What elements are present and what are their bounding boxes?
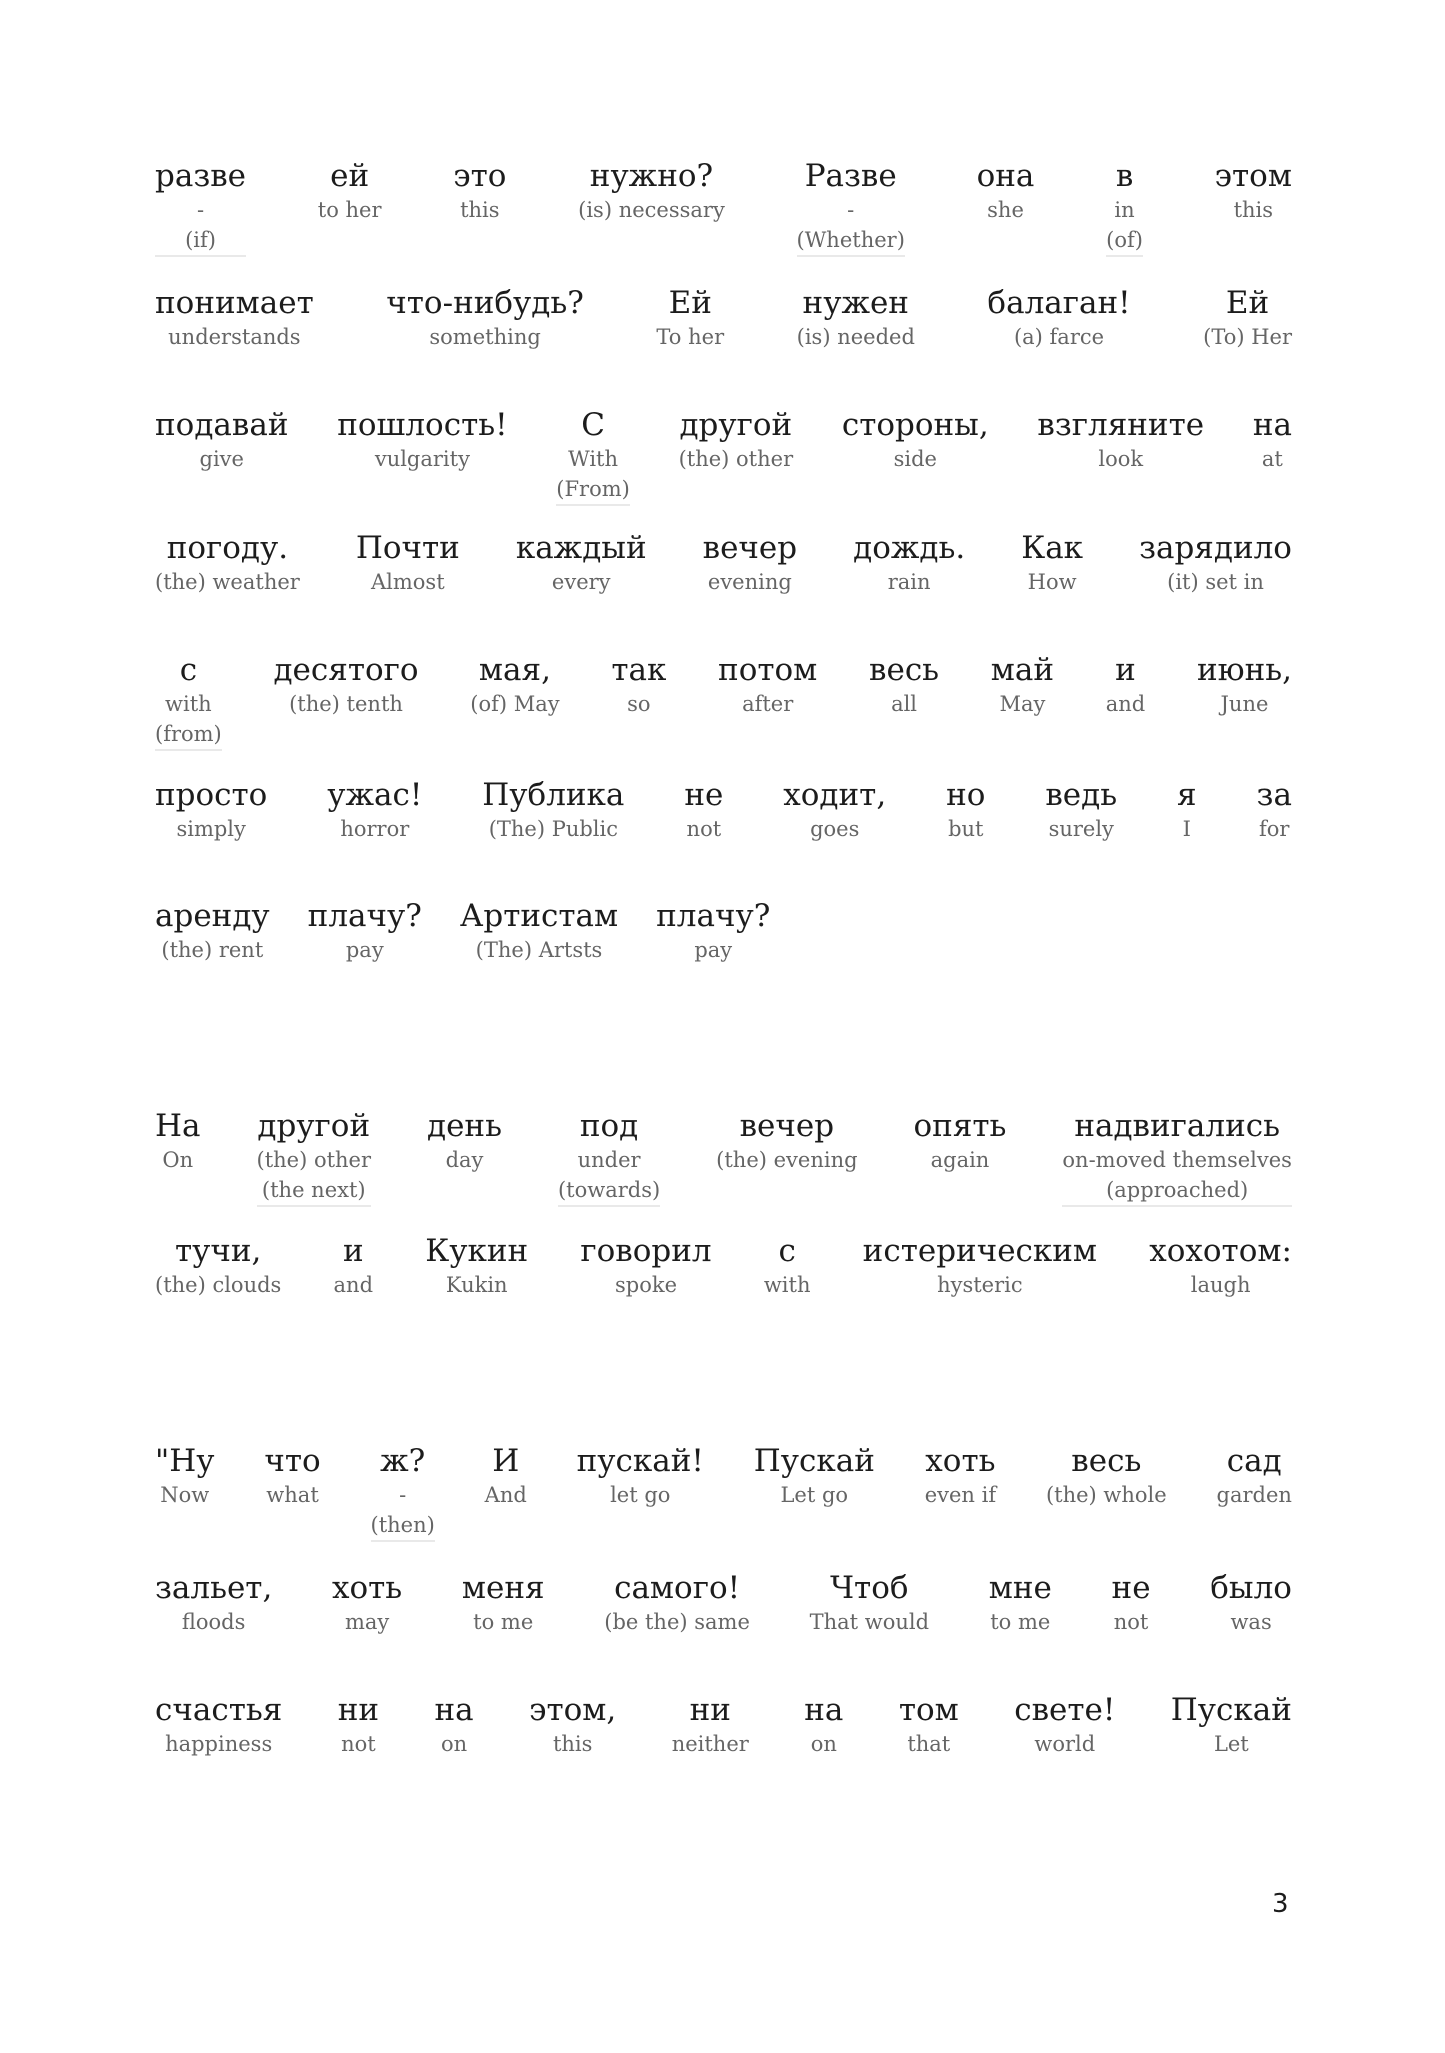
russian-word: стороны, [841,407,989,443]
gloss-line: (The) Artsts [475,938,603,962]
word-pair [1253,406,1292,474]
gloss-line: laugh [1190,1273,1251,1297]
word-pair [516,529,647,597]
russian-word: Ей [1225,285,1270,321]
gloss-line: (the) weather [155,570,300,594]
word-pair [1257,776,1292,844]
gloss-line: (it) set in [1167,570,1264,594]
gloss-line: (From) [556,474,630,506]
word-pair [899,1691,959,1759]
russian-word: истерическим [862,1233,1098,1269]
word-pair [914,1107,1007,1175]
russian-word: день [427,1108,502,1144]
gloss-line: floods [181,1610,246,1634]
gloss-line: vulgarity [374,447,470,471]
gloss-line: (the) other [678,447,794,471]
gloss-line: (a) farce [1013,325,1105,349]
word-pair [1203,284,1292,352]
gloss-line: (if) [155,225,246,257]
word-pair [332,1569,402,1637]
gloss-line: (then) [371,1510,435,1542]
gloss-line: (from) [155,719,222,751]
russian-word: май [990,652,1055,688]
gloss-line: Let [1213,1732,1249,1756]
russian-word: она [976,158,1035,194]
word-pair [946,776,985,844]
gloss-line: day [445,1148,484,1172]
russian-word: На [155,1108,201,1144]
gloss-line: again [930,1148,990,1172]
gloss-line: (the) clouds [155,1273,282,1297]
gloss-line: after [742,692,794,716]
gloss-line: every [551,570,611,594]
gloss-line: spoke [614,1273,677,1297]
interlinear-row [155,1442,1292,1542]
russian-word: ужас! [327,777,423,813]
interlinear-row [155,1691,1292,1759]
gloss-line: That would [809,1610,930,1634]
word-pair [155,1442,215,1510]
word-pair [853,529,965,597]
word-pair [155,897,270,965]
gloss-line: - [847,198,855,222]
word-pair [485,1442,527,1510]
russian-word: плачу? [656,898,771,934]
gloss-line: (the) other [256,1148,372,1172]
gloss-line: on [440,1732,468,1756]
russian-word: и [342,1233,364,1269]
gloss-line: may [344,1610,390,1634]
russian-word: Ей [668,285,712,321]
russian-word: Публика [482,777,625,813]
russian-word: ходит, [783,777,887,813]
gloss-line: (is) necessary [578,198,725,222]
word-pair [810,1569,929,1637]
gloss-line: let go [610,1483,671,1507]
word-pair [155,651,222,751]
russian-word: дождь. [853,530,966,566]
word-pair [1062,1107,1292,1207]
gloss-line: what [266,1483,319,1507]
word-pair [656,897,770,965]
gloss-line: pay [345,938,384,962]
interlinear-row [155,406,1292,506]
russian-word: этом, [529,1692,617,1728]
word-pair [869,651,939,719]
word-pair [460,897,618,965]
gloss-line: happiness [165,1732,273,1756]
gloss-line: with [763,1273,811,1297]
word-pair [462,1569,545,1637]
russian-word: июнь, [1196,652,1292,688]
gloss-line: understands [168,325,301,349]
gloss-line: Kukin [445,1273,508,1297]
russian-word: на [804,1692,844,1728]
russian-word: на [434,1692,474,1728]
word-pair [764,1232,811,1300]
gloss-line: hysteric [937,1273,1023,1297]
gloss-line: (towards) [558,1175,660,1207]
russian-word: тучи, [174,1233,262,1269]
russian-word: Кукин [425,1233,529,1269]
word-pair [1045,776,1117,844]
gloss-line: (the) evening [716,1148,858,1172]
gloss-line: (the next) [257,1175,372,1207]
russian-word: это [453,158,507,194]
russian-word: Разве [804,158,897,194]
russian-word: не [1111,1570,1151,1606]
word-pair [863,1232,1097,1300]
word-pair [1037,406,1204,474]
gloss-line: (approached) [1062,1175,1292,1207]
gloss-line: (is) needed [796,325,915,349]
word-pair [386,284,584,352]
word-pair [611,651,666,719]
gloss-line: on [810,1732,837,1756]
word-pair [580,1232,711,1300]
gloss-line: (Whether) [797,225,905,257]
russian-word: другой [679,407,793,443]
gloss-line: horror [340,817,410,841]
russian-word: на [1252,407,1292,443]
word-pair [991,651,1054,719]
russian-word: "Ну [155,1443,215,1479]
word-pair [1106,651,1146,719]
word-pair [334,1232,374,1300]
word-pair [318,157,382,225]
word-pair [482,776,624,844]
gloss-line: she [987,198,1024,222]
word-pair [604,1569,750,1637]
russian-word: зальет, [155,1570,273,1606]
gloss-line: under [577,1148,641,1172]
russian-word: вечер [739,1108,835,1144]
gloss-line: on-moved themselves [1062,1148,1292,1172]
russian-word: каждый [515,530,647,566]
word-pair [327,776,422,844]
gloss-line: neither [671,1732,749,1756]
word-pair [797,157,905,257]
word-pair [155,529,300,597]
word-pair [684,776,723,844]
gloss-line: with [165,692,212,716]
gloss-line: - [399,1483,407,1507]
word-pair [783,776,886,844]
word-pair [338,1691,379,1759]
russian-word: было [1210,1570,1292,1606]
russian-word: пошлость! [337,407,508,443]
word-pair [703,529,797,597]
word-pair [1046,1442,1167,1510]
russian-word: но [946,777,986,813]
russian-word: опять [913,1108,1007,1144]
interlinear-row [155,1569,1292,1637]
word-pair [155,1569,272,1637]
russian-word: С [581,407,605,443]
gloss-line: evening [707,570,792,594]
interlinear-row [155,157,1292,257]
gloss-line: look [1098,447,1144,471]
gloss-line: simply [176,817,246,841]
gloss-line: rain [887,570,931,594]
gloss-line: to her [317,198,382,222]
russian-word: потом [718,652,818,688]
russian-word: просто [155,777,268,813]
gloss-line: this [1233,198,1274,222]
gloss-line: not [1113,1610,1149,1634]
russian-word: И [492,1443,520,1479]
russian-word: другой [257,1108,371,1144]
word-pair [1021,529,1083,597]
russian-word: погоду. [166,530,289,566]
gloss-line: this [460,198,500,222]
gloss-line: To her [656,325,725,349]
word-pair [155,1107,201,1175]
gloss-line: I [1182,817,1191,841]
word-pair [453,157,506,225]
russian-word: надвигались [1074,1108,1280,1144]
gloss-line: (the) whole [1045,1483,1167,1507]
russian-word: мая, [478,652,551,688]
gloss-line: June [1220,692,1269,716]
russian-word: с [778,1233,796,1269]
russian-word: говорил [580,1233,712,1269]
gloss-line: so [627,692,651,716]
russian-word: счастья [155,1692,283,1728]
russian-word: самого! [614,1570,741,1606]
word-pair [155,406,289,474]
russian-word: десятого [273,652,419,688]
word-pair [679,406,794,474]
russian-word: ведь [1045,777,1118,813]
word-pair [842,406,989,474]
interlinear-row [155,1232,1292,1300]
russian-word: нужен [802,285,909,321]
gloss-line: not [341,1732,376,1756]
word-pair [1217,1442,1292,1510]
gloss-line: not [686,817,722,841]
russian-word: весь [869,652,940,688]
gloss-line: surely [1048,817,1114,841]
russian-word: аренду [155,898,270,934]
word-pair [989,1569,1052,1637]
gloss-line: With [568,447,619,471]
russian-word: хоть [925,1443,996,1479]
gloss-line: all [891,692,918,716]
gloss-line: side [893,447,937,471]
word-pair [754,1442,875,1510]
russian-word: что-нибудь? [386,285,584,321]
russian-word: Почти [355,530,460,566]
gloss-line: (the) rent [161,938,264,962]
russian-word: что [264,1443,321,1479]
word-pair [1210,1569,1292,1637]
russian-word: разве [155,158,247,194]
gloss-line: give [199,447,244,471]
gloss-line: that [907,1732,951,1756]
gloss-line: How [1027,570,1077,594]
interlinear-row [155,529,1292,597]
russian-word: мне [988,1570,1052,1606]
word-pair [672,1691,749,1759]
word-pair [1112,1569,1151,1637]
word-pair [925,1442,996,1510]
russian-word: ни [337,1692,380,1728]
russian-word: ни [689,1692,731,1728]
word-pair [1215,157,1292,225]
word-pair [155,1691,282,1759]
gloss-line: Almost [370,570,445,594]
gloss-line: in [1114,198,1135,222]
russian-word: за [1256,777,1292,813]
gloss-line: goes [810,817,860,841]
gloss-line: Now [160,1483,210,1507]
word-pair [1171,1691,1292,1759]
russian-word: подавай [155,407,289,443]
word-pair [425,1232,528,1300]
gloss-line: was [1230,1610,1272,1634]
word-pair [716,1107,857,1175]
gloss-line: world [1034,1732,1096,1756]
word-pair [578,157,725,225]
word-pair [308,897,422,965]
russian-word: понимает [155,285,314,321]
gloss-line: something [429,325,541,349]
word-pair [337,406,507,474]
russian-word: хохотом: [1149,1233,1292,1269]
gloss-line: for [1258,817,1290,841]
word-pair [1106,157,1143,257]
russian-word: зарядило [1139,530,1292,566]
word-pair [155,1232,281,1300]
russian-word: с [179,652,198,688]
russian-word: нужно? [589,158,714,194]
russian-word: ж? [380,1443,426,1479]
word-pair [264,1442,320,1510]
russian-word: и [1115,652,1136,688]
word-pair [427,1107,502,1175]
word-pair [470,651,559,719]
russian-word: этом [1214,158,1292,194]
gloss-line: garden [1216,1483,1292,1507]
russian-word: Как [1021,530,1084,566]
interlinear-row [155,1107,1292,1207]
word-pair [273,651,418,719]
gloss-line: this [552,1732,593,1756]
gloss-line: even if [924,1483,997,1507]
russian-word: ей [330,158,370,194]
word-pair [371,1442,435,1542]
word-pair [804,1691,843,1759]
gloss-line: On [162,1148,194,1172]
word-pair [797,284,915,352]
word-pair [155,157,246,257]
russian-word: Пускай [1170,1692,1292,1728]
interlinear-row [155,284,1292,352]
word-pair [1177,776,1197,844]
russian-word: свете! [1014,1692,1116,1728]
interlinear-row [155,651,1292,751]
word-pair [977,157,1035,225]
interlinear-row [155,897,1292,965]
gloss-line: May [999,692,1046,716]
word-pair [556,406,630,506]
gloss-line: at [1261,447,1283,471]
gloss-line: and [333,1273,374,1297]
interlinear-row [155,776,1292,844]
word-pair [987,284,1130,352]
russian-word: меня [461,1570,545,1606]
russian-word: взгляните [1037,407,1205,443]
word-pair [155,284,314,352]
russian-word: балаган! [987,285,1131,321]
russian-word: сад [1226,1443,1282,1479]
gloss-line: but [948,817,984,841]
gloss-line: - [196,198,205,222]
gloss-line: (of) [1106,225,1143,257]
word-pair [1139,529,1292,597]
word-pair [577,1442,704,1510]
word-pair [1149,1232,1292,1300]
gloss-line: (of) May [470,692,560,716]
word-pair [656,284,724,352]
russian-word: хоть [332,1570,403,1606]
russian-word: не [684,777,724,813]
gloss-line: (be the) same [604,1610,750,1634]
word-pair [718,651,817,719]
russian-word: под [579,1108,639,1144]
word-pair [257,1107,372,1207]
gloss-line: to me [990,1610,1051,1634]
russian-word: в [1115,158,1134,194]
gloss-line: and [1105,692,1146,716]
gloss-line: (the) tenth [289,692,403,716]
russian-word: я [1177,777,1197,813]
word-pair [529,1691,616,1759]
gloss-line: (To) Her [1203,325,1292,349]
gloss-line: pay [694,938,733,962]
russian-word: Артистам [459,898,619,934]
gloss-line: Let go [780,1483,849,1507]
page-number: 3 [1272,1889,1289,1919]
word-pair [155,776,267,844]
word-pair [435,1691,474,1759]
gloss-line: to me [473,1610,534,1634]
gloss-line: And [484,1483,527,1507]
russian-word: так [611,652,667,688]
russian-word: том [898,1692,959,1728]
word-pair [1014,1691,1115,1759]
russian-word: плачу? [307,898,422,934]
word-pair [1197,651,1292,719]
word-pair [356,529,460,597]
russian-word: Чтоб [830,1570,909,1606]
russian-word: Пускай [753,1443,875,1479]
word-pair [558,1107,660,1207]
russian-word: пускай! [576,1443,704,1479]
gloss-line: (The) Public [488,817,618,841]
russian-word: вечер [702,530,798,566]
russian-word: весь [1071,1443,1142,1479]
